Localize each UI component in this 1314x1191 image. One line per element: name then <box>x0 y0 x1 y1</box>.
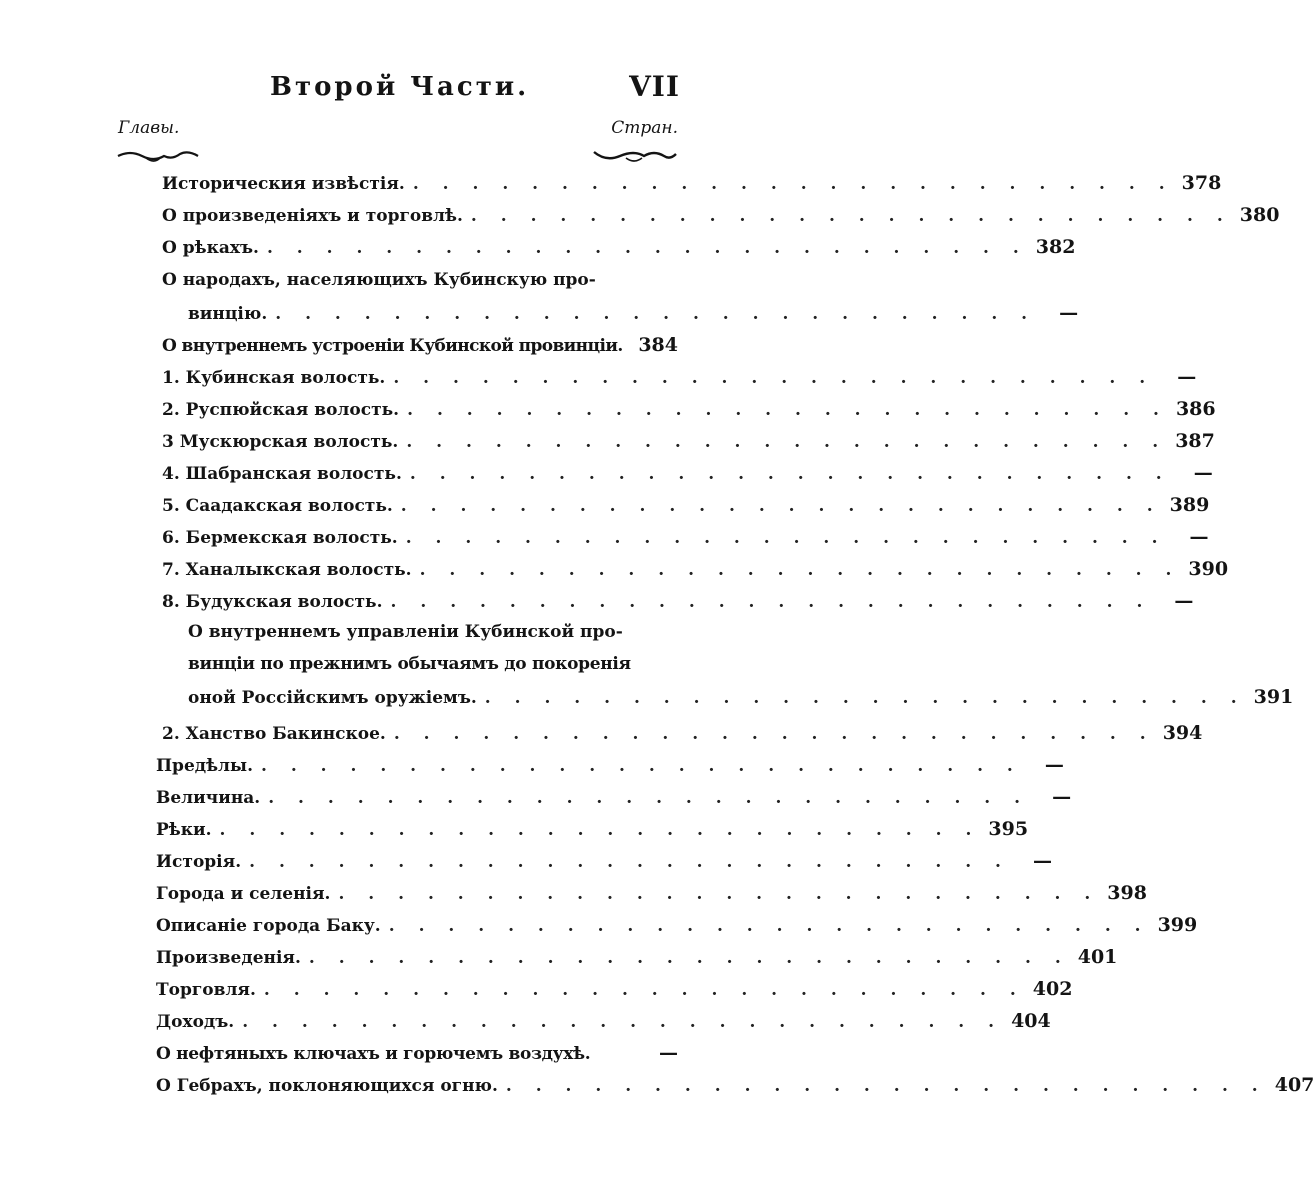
entry-title: О внутреннемъ устроеніи Кубинской провинціи. <box>162 336 623 356</box>
toc-entry <box>162 366 1197 388</box>
entry-page: — <box>1059 302 1079 324</box>
entry-page: 402 <box>1032 978 1073 1000</box>
entry-page: 391 <box>1253 686 1294 708</box>
leader-dots: . . . . . . . . . . . . . . . . . . . . . . . . . . <box>419 560 1181 580</box>
entry-page: 404 <box>1011 1010 1051 1032</box>
flourish-ornament-right <box>592 146 678 166</box>
entry-page: 387 <box>1175 430 1215 452</box>
entry-title: О рѣкахъ. <box>162 238 259 258</box>
toc-entry <box>188 302 1079 324</box>
entry-page: — <box>1193 462 1213 484</box>
leader-dots: . . . . . . . . . . . . . . . . . . . . . . . . . . <box>390 592 1152 612</box>
entry-title: Исторія. <box>156 852 242 872</box>
leader-dots: . . . . . . . . . . . . . . . . . . . . . . . . . . <box>275 304 1037 324</box>
toc-entry <box>162 204 1280 226</box>
entry-page: 395 <box>988 818 1029 840</box>
running-title: Второй Части. <box>270 72 530 102</box>
toc-entry <box>188 686 1294 708</box>
toc-entry <box>156 850 1052 872</box>
entry-title: 5. Саадакская волость. <box>162 496 393 516</box>
entry-page: — <box>1189 526 1209 548</box>
entry-title: винцію. <box>188 304 268 324</box>
leader-dots: . . . . . . . . . . . . . . . . . . . . . . . . . . <box>308 948 1070 968</box>
toc-entry <box>162 722 1203 744</box>
entry-title: Предѣлы. <box>156 756 253 776</box>
entry-title: Историческия извѣстія. <box>162 174 405 194</box>
flourish-ornament-left <box>116 146 200 166</box>
entry-page: 389 <box>1169 494 1210 516</box>
chapters-column-label: Главы. <box>118 118 180 138</box>
toc-entry <box>156 882 1147 904</box>
leader-dots: . . . . . . . . . . . . . . . . . . . . . . . . . . <box>338 884 1100 904</box>
folio-page-number: VII <box>629 70 680 103</box>
leader-dots: . . . . . . . . . . . . . . . . . . . . . . . . . . <box>393 368 1155 388</box>
entry-title: Торговля. <box>156 980 256 1000</box>
leader-dots: . . . . . . . . . . . . . . . . . . . . . . . . . . <box>249 852 1010 872</box>
leader-dots: . . . . . . . . . . . . . . . . . . . . . . . . . . <box>219 820 981 840</box>
entry-page: 401 <box>1077 946 1118 968</box>
toc-entry <box>162 462 1213 484</box>
toc-entry-line: О народахъ, населяющихъ Кубинскую про- <box>162 270 596 290</box>
entry-title: 6. Бермекская волость. <box>162 528 398 548</box>
leader-dots: . . . . . . . . . . . . . . . . . . . . . . . . . . <box>505 1076 1267 1096</box>
leader-dots: . . . . . . . . . . . . . . . . . . . . . . . . . . <box>268 788 1030 808</box>
entry-page: 378 <box>1181 172 1222 194</box>
toc-entry <box>162 526 1209 548</box>
entry-page: — <box>1177 366 1197 388</box>
entry-page: 407 <box>1274 1074 1314 1096</box>
entry-title: оной Россійскимъ оружіемъ. <box>188 688 477 708</box>
entry-title: 2. Руспюйская волость. <box>162 400 400 420</box>
pages-column-label: Стран. <box>611 118 678 138</box>
leader-dots: . . . . . . . . . . . . . . . . . . . . . . . . . . <box>470 206 1232 226</box>
leader-dots: . . . . . . . . . . . . . . . . . . . . . . . . . . <box>266 238 1028 258</box>
entry-title: 1. Кубинская волость. <box>162 368 386 388</box>
toc-entry <box>156 1074 1314 1096</box>
leader-dots: . . . . . . . . . . . . . . . . . . . . . . . . . . <box>484 688 1246 708</box>
entry-page: — <box>1032 850 1052 872</box>
entry-title: Описаніе города Баку. <box>156 916 381 936</box>
leader-dots: . . . . . . . . . . . . . . . . . . . . . . . . . . <box>242 1012 1004 1032</box>
toc-entry <box>162 590 1194 612</box>
entry-page: — <box>1052 786 1072 808</box>
entry-page: 380 <box>1239 204 1280 226</box>
entry-title: 8. Будукская волость. <box>162 592 383 612</box>
entry-page: — <box>659 1042 678 1064</box>
entry-title: Величина. <box>156 788 261 808</box>
entry-title: О Гебрахъ, поклоняющихся огню. <box>156 1076 498 1096</box>
leader-dots: . . . . . . . . . . . . . . . . . . . . . . . . . . <box>405 528 1167 548</box>
toc-entry <box>162 236 1076 258</box>
toc-entry <box>162 172 1222 194</box>
leader-dots: . . . . . . . . . . . . . . . . . . . . . . . . . . <box>400 496 1162 516</box>
entry-title: О нефтяныхъ ключахъ и горючемъ воздухѣ. <box>156 1044 591 1064</box>
leader-dots: . . . . . . . . . . . . . . . . . . . . . . . . . . <box>388 916 1150 936</box>
toc-entry <box>156 1010 1051 1032</box>
entry-page: 394 <box>1162 722 1203 744</box>
entry-title: Города и селенія. <box>156 884 331 904</box>
toc-entry <box>162 430 1215 452</box>
leader-dots: . . . . . . . . . . . . . . . . . . . . . . . . . . <box>409 464 1171 484</box>
leader-dots: . . . . . . . . . . . . . . . . . . . . . . . . . . <box>407 400 1168 420</box>
toc-entry <box>162 494 1210 516</box>
entry-title: Доходъ. <box>156 1012 235 1032</box>
entry-page: — <box>1174 590 1194 612</box>
entry-page: — <box>1044 754 1064 776</box>
toc-entry <box>156 754 1064 776</box>
entry-title: Рѣки. <box>156 820 212 840</box>
toc-entry-line: винціи по прежнимъ обычаямъ до покоренія <box>188 654 631 674</box>
entry-page: 382 <box>1035 236 1076 258</box>
leader-dots: . . . . . . . . . . . . . . . . . . . . . . . . . . <box>412 174 1174 194</box>
toc-entry <box>156 818 1029 840</box>
entry-title: Произведенія. <box>156 948 301 968</box>
leader-dots: . . . . . . . . . . . . . . . . . . . . . . . . . . <box>406 432 1168 452</box>
entry-title: 3 Мускюрская волость. <box>162 432 399 452</box>
entry-page: 399 <box>1157 914 1198 936</box>
toc-entry <box>162 334 678 356</box>
leader-dots: . . . . . . . . . . . . . . . . . . . . . . . . . . <box>393 724 1155 744</box>
toc-entry <box>156 946 1118 968</box>
toc-entry <box>156 1042 678 1064</box>
toc-entry <box>156 914 1198 936</box>
leader-dots: . . . . . . . . . . . . . . . . . . . . . . . . . . <box>263 980 1025 1000</box>
toc-entry <box>156 786 1072 808</box>
entry-page: 384 <box>638 334 678 356</box>
entry-title: О произведеніяхъ и торговлѣ. <box>162 206 463 226</box>
entry-title: 7. Ханалыкская волость. <box>162 560 412 580</box>
entry-title: 2. Ханство Бакинское. <box>162 724 386 744</box>
toc-entry <box>162 398 1216 420</box>
entry-title: 4. Шабранская волость. <box>162 464 402 484</box>
entry-page: 390 <box>1188 558 1229 580</box>
toc-entry <box>156 978 1073 1000</box>
entry-page: 386 <box>1175 398 1216 420</box>
toc-entry-line: О внутреннемъ управленіи Кубинской про- <box>188 622 623 642</box>
leader-dots: . . . . . . . . . . . . . . . . . . . . . . . . . . <box>261 756 1022 776</box>
toc-entry <box>162 558 1229 580</box>
entry-page: 398 <box>1107 882 1147 904</box>
